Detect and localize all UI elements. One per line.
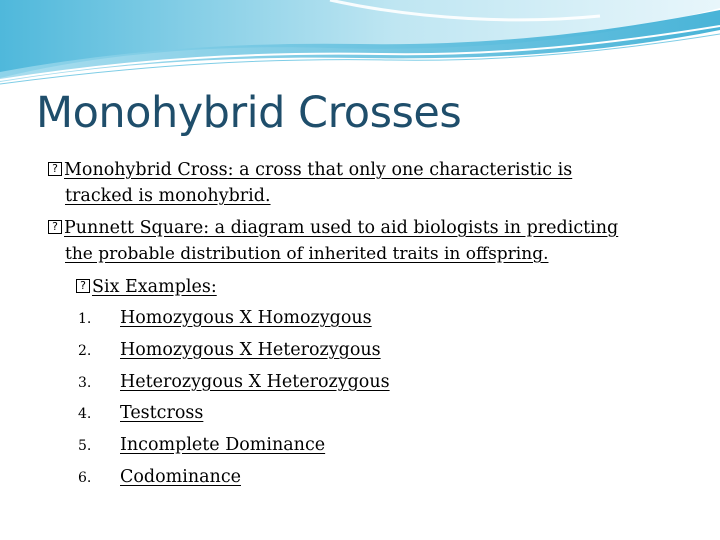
example-number: 6. (78, 470, 92, 486)
example-item: Homozygous X Heterozygous (120, 340, 381, 360)
example-item: Homozygous X Homozygous (120, 308, 372, 328)
missing-glyph-bullet-icon (76, 279, 90, 293)
bullet-monohybrid-cross (48, 158, 572, 182)
sub-bullet-text: Six Examples: (92, 277, 217, 297)
missing-glyph-bullet-icon (48, 162, 62, 176)
header-wave-decoration (0, 0, 720, 90)
example-number: 4. (78, 406, 92, 422)
example-item: Testcross (120, 403, 204, 423)
example-number: 3. (78, 375, 92, 391)
bullet-text: the probable distribution of inherited traits in offspring. (65, 244, 549, 264)
bullet-punnett-square (48, 216, 618, 240)
example-item: Codominance (120, 467, 241, 487)
bullet-term: Monohybrid Cross (64, 160, 228, 180)
example-item: Incomplete Dominance (120, 435, 326, 455)
bullet-text: : a cross that only one characteristic is (227, 160, 573, 180)
example-number: 1. (78, 311, 92, 327)
example-number: 5. (78, 438, 92, 454)
missing-glyph-bullet-icon (48, 220, 62, 234)
bullet-term: Punnett Square (64, 218, 204, 238)
example-item: Heterozygous X Heterozygous (120, 372, 390, 392)
bullet-text: : a diagram used to aid biologists in predicting (203, 218, 619, 238)
bullet-punnett-square-line2 (65, 242, 548, 266)
bullet-monohybrid-cross-line2 (65, 184, 271, 208)
example-number: 2. (78, 343, 92, 359)
sub-bullet-six-examples (76, 275, 217, 299)
slide-title: Monohybrid Crosses (36, 88, 462, 138)
bullet-text: tracked is monohybrid. (65, 186, 271, 206)
